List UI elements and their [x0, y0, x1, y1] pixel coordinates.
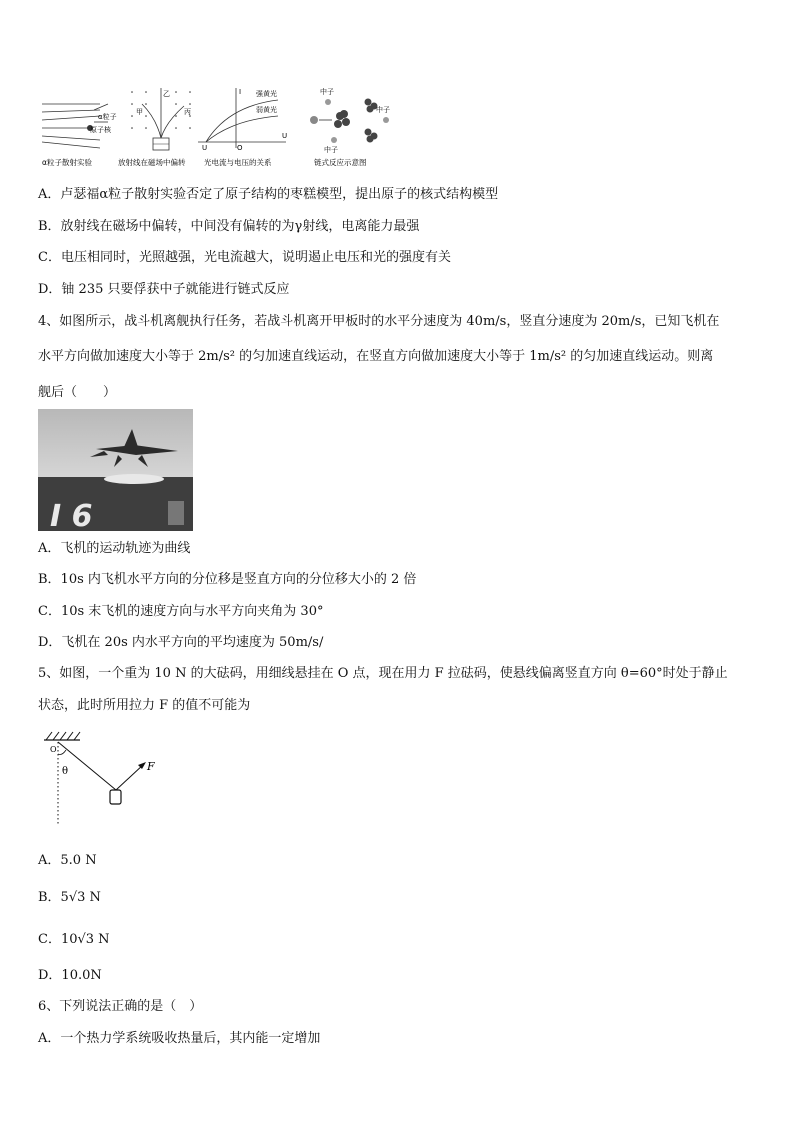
theta-label: θ [62, 766, 69, 777]
axis-I-label: I [239, 88, 242, 96]
photocurrent-graph [198, 88, 287, 167]
strong-light-label: 强黄光 [256, 90, 277, 98]
pendulum-force-diagram [40, 728, 170, 828]
q3-option-b: B．放射线在磁场中偏转，中间没有偏转的为γ射线，电离能力最强 [38, 219, 420, 234]
axis-U-label: U [282, 132, 288, 140]
magnetic-deflection-diagram [118, 88, 191, 167]
q6-option-a: A．一个热力学系统吸收热量后，其内能一定增加 [38, 1031, 321, 1046]
q4-stem-line1: 4、如图所示，战斗机离舰执行任务，若战斗机离开甲板时的水平分速度为 40m/s，竖直分速度为 20m/s，已知飞机在 [38, 314, 720, 329]
figure-row-top [38, 82, 398, 172]
neutron-label-3: 中子 [324, 146, 338, 154]
q5-option-c: C．10√3 N [38, 932, 110, 947]
q3-option-c: C．电压相同时，光照越强，光电流越大，说明遏止电压和光的强度有关 [38, 250, 451, 265]
caption-alpha: α粒子散射实验 [42, 158, 92, 167]
q5-stem-line2: 状态，此时所用拉力 F 的值不可能为 [38, 698, 251, 713]
origin-label: O [237, 144, 243, 152]
q4-option-c: C．10s 末飞机的速度方向与水平方向夹角为 30° [38, 604, 324, 619]
force-F-label: F [147, 760, 155, 773]
q4-stem-line3: 舰后（ ） [38, 385, 117, 400]
q5-option-d: D．10.0N [38, 968, 102, 983]
point-O-label: O [50, 745, 57, 754]
deck-number-text: I 6 [50, 499, 93, 531]
q4-option-a: A．飞机的运动轨迹为曲线 [38, 541, 191, 556]
fighter-jet-photo [38, 409, 193, 531]
pendulum-svg [40, 728, 170, 828]
caption-photo: 光电流与电压的关系 [204, 158, 272, 167]
q5-option-b: B．5√3 N [38, 890, 101, 905]
fighter-jet-svg [38, 409, 193, 531]
q5-option-a: A．5.0 N [38, 853, 97, 868]
caption-magnetic: 放射线在磁场中偏转 [118, 158, 186, 167]
weak-light-label: 弱黄光 [256, 106, 277, 114]
q4-stem-line2: 水平方向做加速度大小等于 2m/s² 的匀加速直线运动，在竖直方向做加速度大小等于 1m/s² 的匀加速直线运动。则离 [38, 349, 714, 364]
q3-option-d: D．铀 235 只要俘获中子就能进行链式反应 [38, 282, 290, 297]
caption-chain: 链式反应示意图 [314, 158, 367, 167]
q4-option-d: D．飞机在 20s 内水平方向的平均速度为 50m/s/ [38, 635, 324, 650]
neutron-label-1: 中子 [320, 88, 334, 96]
q3-option-a: A．卢瑟福α粒子散射实验否定了原子结构的枣糕模型，提出原子的核式结构模型 [38, 187, 499, 202]
alpha-scattering-diagram [42, 104, 117, 167]
neutron-label-2: 中子 [376, 106, 390, 114]
yi-label: 乙 [163, 90, 170, 98]
alpha-label: α粒子 [98, 113, 117, 121]
jia-label: 甲 [136, 108, 143, 116]
chain-reaction-diagram [310, 87, 390, 167]
bing-label: 丙 [184, 108, 191, 116]
nucleus-label: 原子核 [90, 126, 111, 134]
uc-label: U [202, 144, 208, 152]
top-figures-svg [38, 82, 398, 172]
q4-option-b: B．10s 内飞机水平方向的分位移是竖直方向的分位移大小的 2 倍 [38, 572, 417, 587]
q6-stem: 6、下列说法正确的是（ ） [38, 999, 203, 1014]
q5-stem-line1: 5、如图，一个重为 10 N 的大砝码，用细线悬挂在 O 点，现在用力 F 拉砝码，使悬线偏离竖直方向 θ=60°时处于静止 [38, 666, 728, 681]
